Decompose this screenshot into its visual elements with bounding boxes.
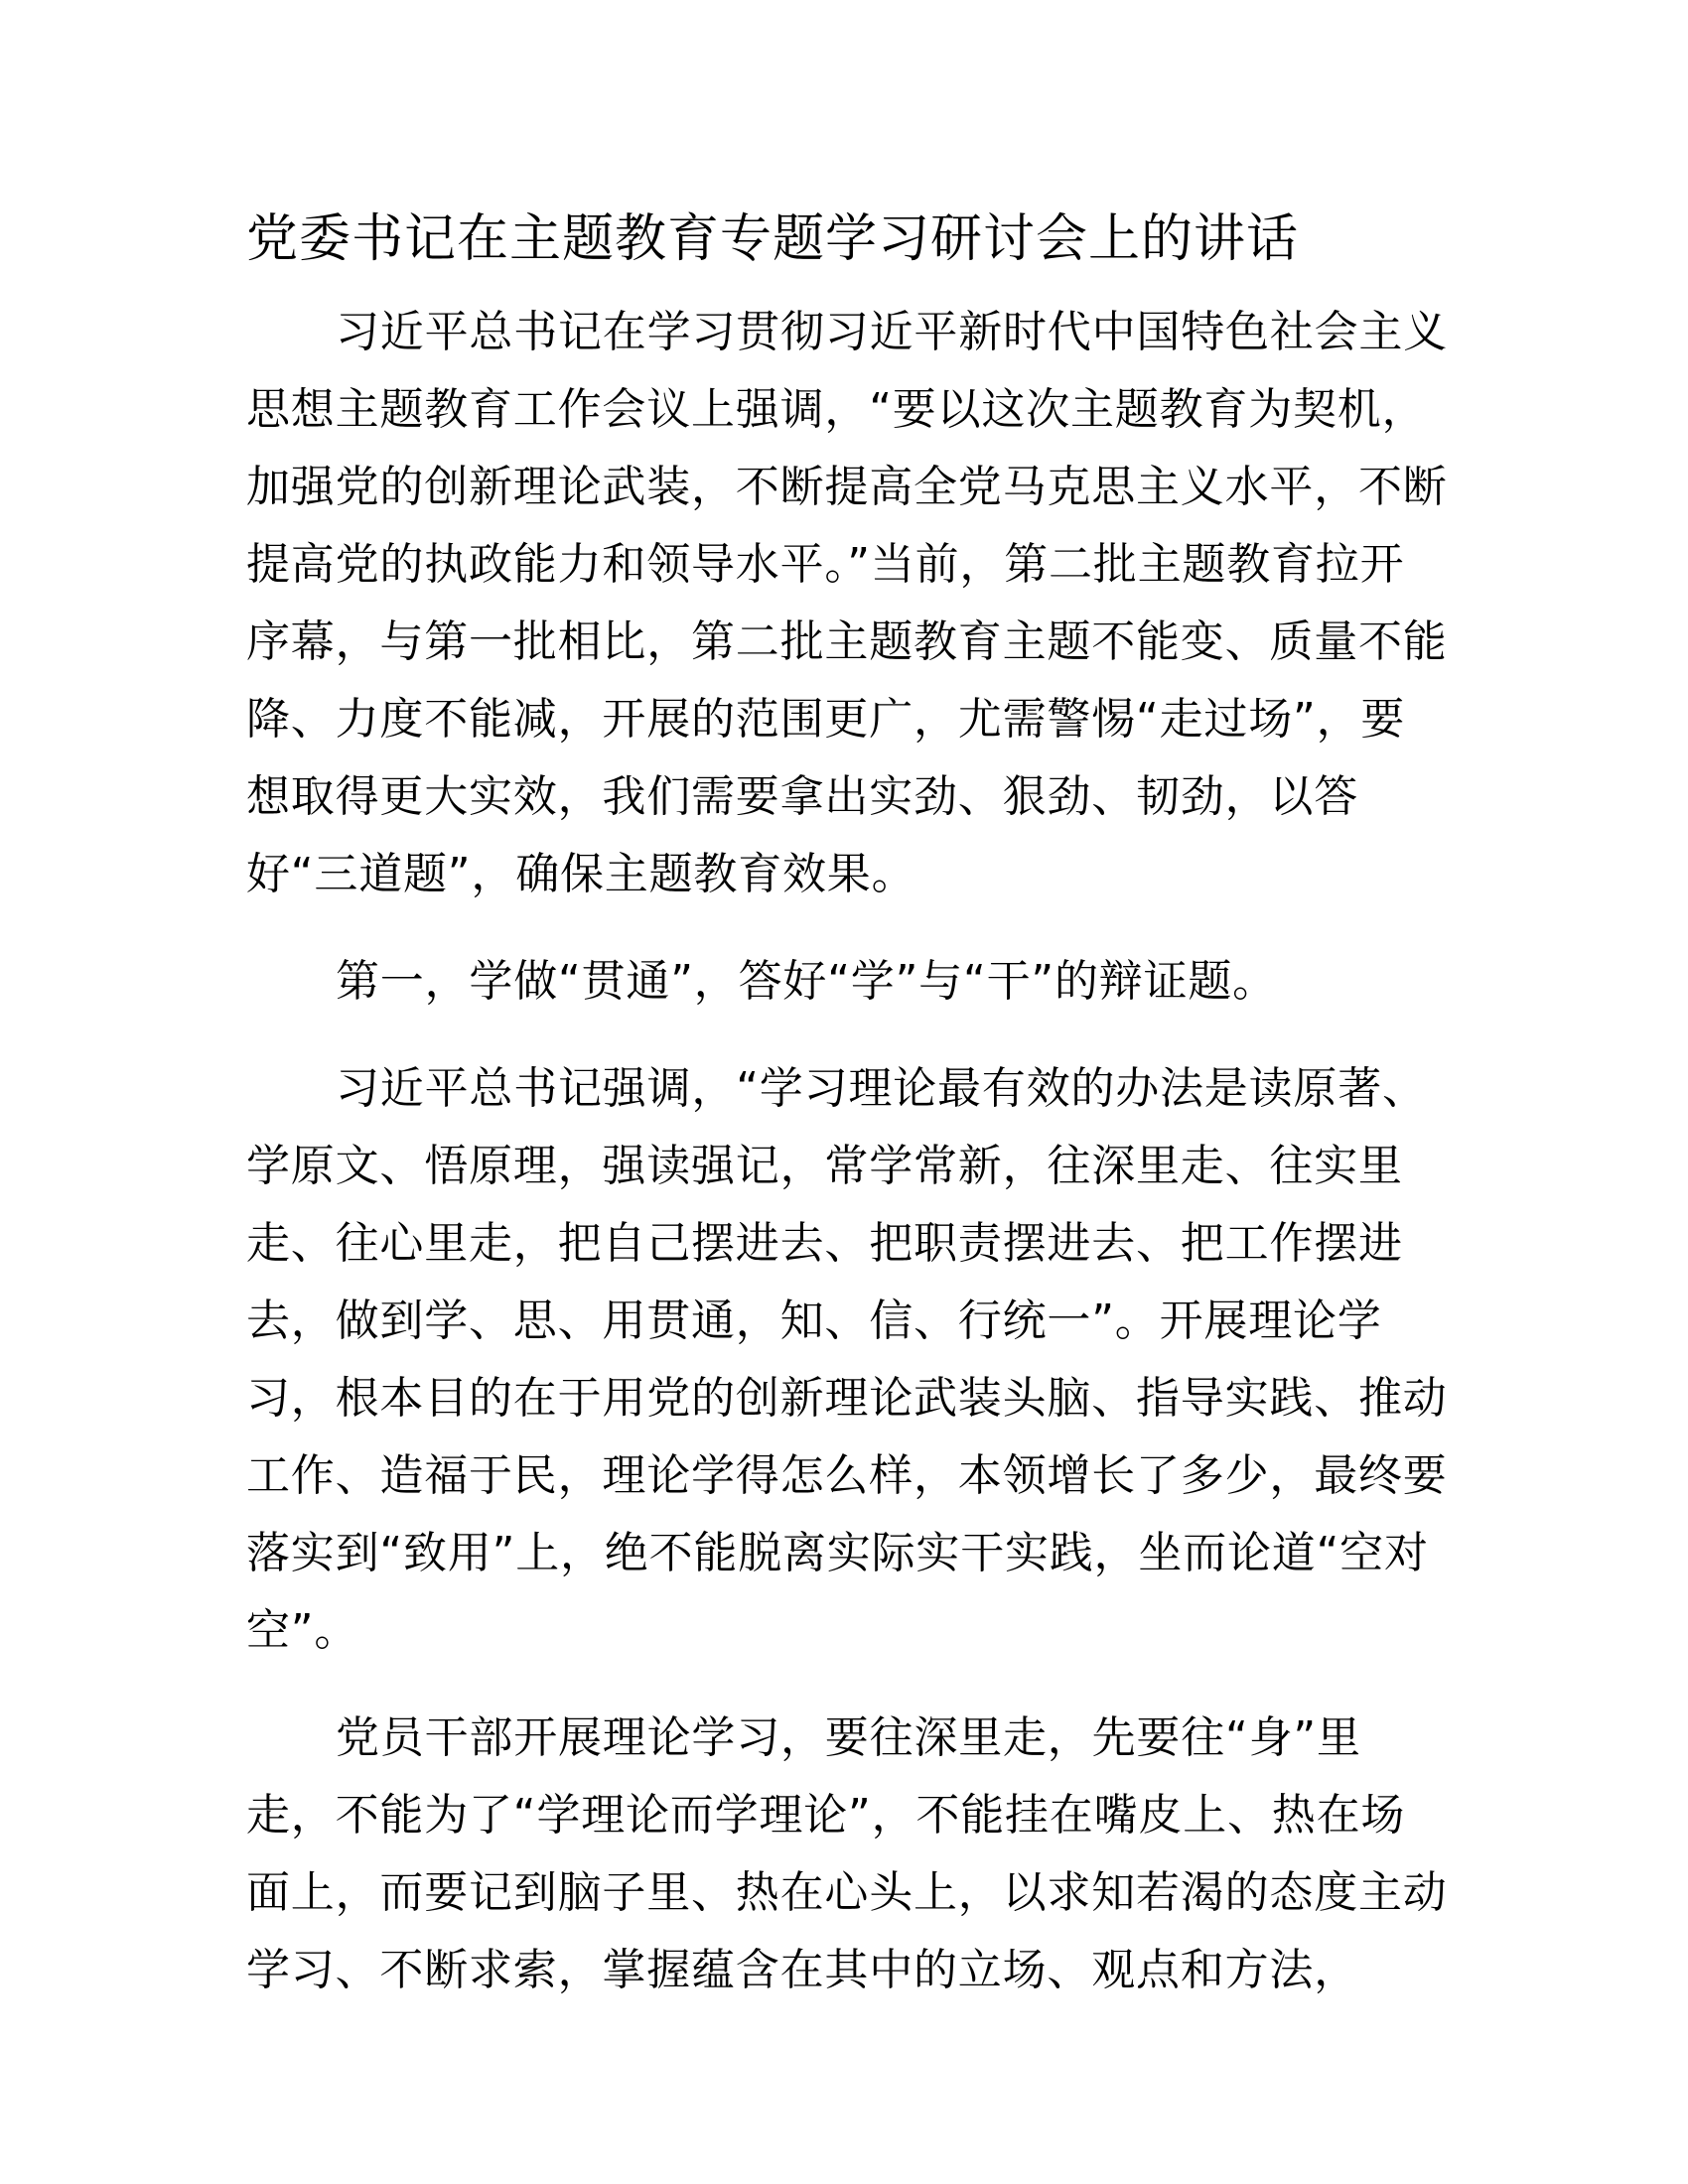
- text-line: 学习、不断求索，掌握蕴含在其中的立场、观点和方法，: [246, 1945, 1358, 1995]
- text-line: 习近平总书记强调，“学习理论最有效的办法是读原著、: [336, 1063, 1427, 1114]
- text-line: 落实到“致用”上，绝不能脱离实际实干实践，坐而论道“空对: [246, 1528, 1429, 1578]
- paragraph-3: [246, 1700, 1448, 2009]
- text-line: 好“三道题”，确保主题教育效果。: [246, 849, 916, 899]
- text-line: 空”。: [246, 1605, 359, 1656]
- text-line: 想取得更大实效，我们需要拿出实劲、狠劲、韧劲，以答: [246, 771, 1358, 822]
- document-body: [246, 294, 1448, 2009]
- text-line: 习，根本目的在于用党的创新理论武装头脑、指导实践、推动: [246, 1373, 1448, 1424]
- text-line: 思想主题教育工作会议上强调，“要以这次主题教育为契机，: [246, 384, 1427, 435]
- text-line: 习近平总书记在学习贯彻习近平新时代中国特色社会主义: [336, 307, 1448, 357]
- paragraph-spacer: [246, 1021, 1438, 1050]
- section-heading: [246, 943, 1438, 1021]
- text-line: 学原文、悟原理，强读强记，常学常新，往深里走、往实里: [246, 1141, 1403, 1191]
- paragraph-2: [246, 1050, 1448, 1670]
- paragraph-spacer: [246, 1670, 1438, 1700]
- text-line: 序幕，与第一批相比，第二批主题教育主题不能变、质量不能: [246, 616, 1448, 667]
- text-line: 工作、造福于民，理论学得怎么样，本领增长了多少，最终要: [246, 1450, 1448, 1501]
- text-line: 提高党的执政能力和领导水平。”当前，第二批主题教育拉开: [246, 539, 1405, 590]
- paragraph-1: [246, 294, 1448, 913]
- text-line: 降、力度不能减，开展的范围更广，尤需警惕“走过场”，要: [246, 694, 1406, 745]
- text-line: 走、往心里走，把自己摆进去、把职责摆进去、把工作摆进: [246, 1218, 1403, 1269]
- text-line: 党员干部开展理论学习，要往深里走，先要往“身”里: [336, 1712, 1361, 1763]
- text-line: 面上，而要记到脑子里、热在心头上，以求知若渴的态度主动: [246, 1867, 1448, 1918]
- paragraph-spacer: [246, 913, 1438, 943]
- text-line: 第一，学做“贯通”，答好“学”与“干”的辩证题。: [336, 956, 1277, 1007]
- text-line: 去，做到学、思、用贯通，知、信、行统一”。开展理论学: [246, 1296, 1382, 1346]
- document-title: 党委书记在主题教育专题学习研讨会上的讲话: [246, 209, 1300, 269]
- text-line: 走，不能为了“学理论而学理论”，不能挂在嘴皮上、热在场: [246, 1790, 1406, 1841]
- text-line: 加强党的创新理论武装，不断提高全党马克思主义水平，不断: [246, 462, 1448, 512]
